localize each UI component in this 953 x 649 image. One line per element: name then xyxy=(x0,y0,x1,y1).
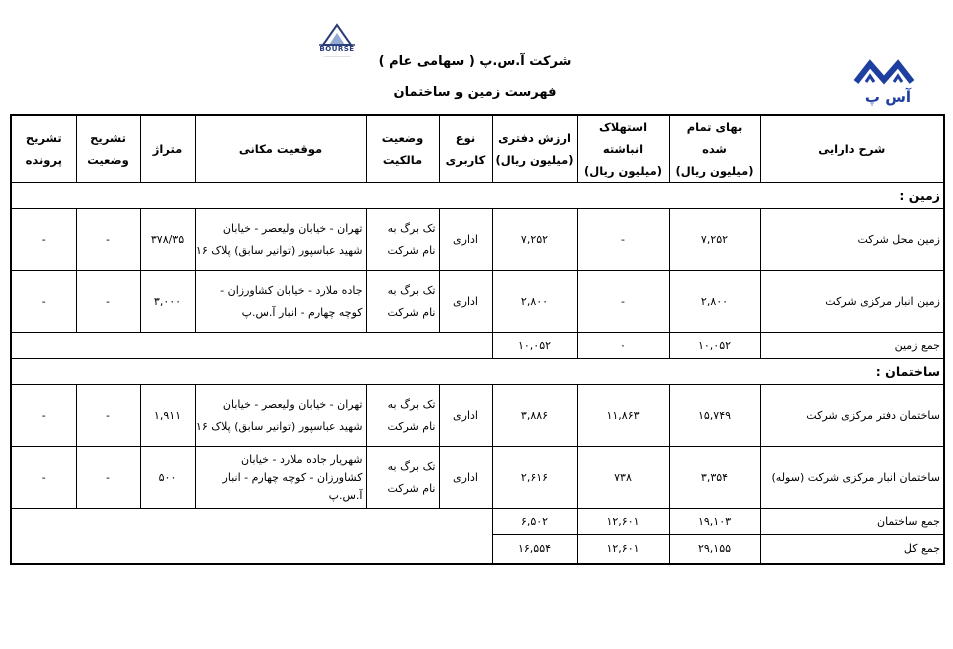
company-logo-text: آس پ xyxy=(864,88,912,106)
table-row xyxy=(11,385,944,447)
cell-location xyxy=(195,271,366,333)
table-row xyxy=(11,271,944,333)
cell-location-line1: جاده ملارد - خیابان کشاورزان - xyxy=(220,283,363,297)
cell-ownership-line1: تک برگ به xyxy=(387,283,436,297)
buildings-total-depreciation: ۱۲,۶۰۱ xyxy=(577,509,669,535)
section-label-buildings: ساختمان : xyxy=(11,359,944,385)
buildings-total-book-value: ۶,۵۰۲ xyxy=(492,509,577,535)
land-total-depreciation: ۰ xyxy=(577,333,669,359)
cell-status-desc: - xyxy=(76,447,140,509)
cell-ownership-line2: نام شرکت xyxy=(387,243,436,257)
header-area: متراژ xyxy=(140,115,195,183)
cell-ownership xyxy=(366,385,439,447)
header-ownership-line2: مالکیت xyxy=(382,153,423,167)
cell-usage: اداری xyxy=(439,209,492,271)
cell-file-desc: - xyxy=(11,447,76,509)
cell-book-value: ۲,۸۰۰ xyxy=(492,271,577,333)
cell-ownership-line1: تک برگ به xyxy=(387,221,436,235)
cell-ownership-line2: نام شرکت xyxy=(387,419,436,433)
bourse-logo-subline: ――――――――― xyxy=(323,54,351,58)
cell-description: زمین محل شرکت xyxy=(760,209,944,271)
cell-file-desc: - xyxy=(11,271,76,333)
cell-file-desc: - xyxy=(11,209,76,271)
cell-usage: اداری xyxy=(439,385,492,447)
header-depreciation xyxy=(577,115,669,183)
cell-book-value: ۲,۶۱۶ xyxy=(492,447,577,509)
cell-ownership-line1: تک برگ به xyxy=(387,397,436,411)
header-book-value xyxy=(492,115,577,183)
cell-location-line2: شهید عباسپور (توانیر سابق) پلاک ۱۶ xyxy=(195,243,363,257)
cell-location-line1: تهران - خیابان ولیعصر - خیابان xyxy=(222,397,363,411)
buildings-total-cost: ۱۹,۱۰۳ xyxy=(669,509,760,535)
total-blank-cell xyxy=(11,333,492,359)
cell-depreciation: - xyxy=(577,209,669,271)
header-cost-line2: (میلیون ریال) xyxy=(675,164,754,178)
cell-location-line1: شهریار جاده ملارد - خیابان xyxy=(241,452,363,466)
cell-ownership xyxy=(366,209,439,271)
cell-status-desc: - xyxy=(76,385,140,447)
cell-location-line1: تهران - خیابان ولیعصر - خیابان xyxy=(222,221,363,235)
cell-location-line2: کشاورزان - کوچه چهارم - انبار xyxy=(222,470,363,484)
cell-depreciation: ۱۱,۸۶۳ xyxy=(577,385,669,447)
bourse-logo-text: BOURSE xyxy=(319,45,355,53)
cell-description: زمین انبار مرکزی شرکت xyxy=(760,271,944,333)
cell-location-line3: آ.س.پ xyxy=(328,488,363,502)
cell-cost: ۷,۲۵۲ xyxy=(669,209,760,271)
grand-total-book-value: ۱۶,۵۵۴ xyxy=(492,535,577,564)
cell-book-value: ۳,۸۸۶ xyxy=(492,385,577,447)
header-status-desc-line2: وضعیت xyxy=(87,153,129,167)
cell-ownership-line2: نام شرکت xyxy=(387,305,436,319)
table-header-row xyxy=(11,115,944,183)
land-total-row xyxy=(11,333,944,359)
header-usage-line1: نوع xyxy=(455,131,476,145)
cell-location xyxy=(195,209,366,271)
header-depreciation-line2: (میلیون ریال) xyxy=(584,164,662,178)
header-cost-line1: بهای تمام شده xyxy=(686,120,743,156)
land-total-book-value: ۱۰,۰۵۲ xyxy=(492,333,577,359)
header-description: شرح دارایی xyxy=(760,115,944,183)
header-file-desc-line1: تشریح xyxy=(25,131,62,145)
cell-usage: اداری xyxy=(439,271,492,333)
cell-area: ۱,۹۱۱ xyxy=(140,385,195,447)
cell-status-desc: - xyxy=(76,271,140,333)
header-ownership-line1: وضعیت xyxy=(381,131,424,145)
cell-area: ۳۷۸/۳۵ xyxy=(140,209,195,271)
land-total-label: جمع زمین xyxy=(760,333,944,359)
cell-depreciation: ۷۳۸ xyxy=(577,447,669,509)
cell-area: ۳,۰۰۰ xyxy=(140,271,195,333)
assets-table xyxy=(10,114,945,565)
cell-ownership xyxy=(366,447,439,509)
cell-cost: ۳,۳۵۴ xyxy=(669,447,760,509)
cell-file-desc: - xyxy=(11,385,76,447)
cell-book-value: ۷,۲۵۲ xyxy=(492,209,577,271)
header-book-value-line2: (میلیون ریال) xyxy=(495,153,574,167)
header-status-desc-line1: تشریح xyxy=(90,131,126,145)
header-usage xyxy=(439,115,492,183)
land-total-cost: ۱۰,۰۵۲ xyxy=(669,333,760,359)
header-status-desc xyxy=(76,115,140,183)
grand-total-label: جمع کل xyxy=(760,535,944,564)
cell-description: ساختمان دفتر مرکزی شرکت xyxy=(760,385,944,447)
buildings-total-label: جمع ساختمان xyxy=(760,509,944,535)
buildings-total-row xyxy=(11,509,944,535)
company-logo xyxy=(852,58,916,106)
cell-cost: ۱۵,۷۴۹ xyxy=(669,385,760,447)
header-cost xyxy=(669,115,760,183)
header-file-desc xyxy=(11,115,76,183)
cell-ownership xyxy=(366,271,439,333)
cell-status-desc: - xyxy=(76,209,140,271)
cell-description: ساختمان انبار مرکزی شرکت (سوله) xyxy=(760,447,944,509)
company-emblem-icon xyxy=(852,58,916,106)
bourse-emblem-icon xyxy=(313,23,361,47)
grand-total-depreciation: ۱۲,۶۰۱ xyxy=(577,535,669,564)
section-row-land xyxy=(11,183,944,209)
section-label-land: زمین : xyxy=(11,183,944,209)
header-location: موقعیت مکانی xyxy=(195,115,366,183)
header-file-desc-line2: پرونده xyxy=(25,153,62,167)
cell-usage: اداری xyxy=(439,447,492,509)
cell-ownership-line1: تک برگ به xyxy=(387,459,436,473)
grand-total-cost: ۲۹,۱۵۵ xyxy=(669,535,760,564)
table-row xyxy=(11,447,944,509)
section-row-buildings xyxy=(11,359,944,385)
cell-area: ۵۰۰ xyxy=(140,447,195,509)
company-name: شرکت آ.س.پ ( سهامی عام ) xyxy=(378,54,572,69)
header-ownership xyxy=(366,115,439,183)
cell-location xyxy=(195,385,366,447)
cell-location-line2: کوچه چهارم - انبار آ.س.پ xyxy=(241,305,363,319)
cell-depreciation: - xyxy=(577,271,669,333)
table-row xyxy=(11,209,944,271)
header-usage-line2: کاربری xyxy=(445,153,486,167)
cell-location-line2: شهید عباسپور (توانیر سابق) پلاک ۱۶ xyxy=(195,419,363,433)
header-book-value-line1: ارزش دفتری xyxy=(498,131,571,145)
report-title: فهرست زمین و ساختمان xyxy=(393,85,557,100)
total-blank-cell xyxy=(11,509,492,564)
cell-location xyxy=(195,447,366,509)
cell-ownership-line2: نام شرکت xyxy=(387,481,436,495)
header-depreciation-line1: استهلاک انباشته xyxy=(598,120,648,156)
cell-cost: ۲,۸۰۰ xyxy=(669,271,760,333)
